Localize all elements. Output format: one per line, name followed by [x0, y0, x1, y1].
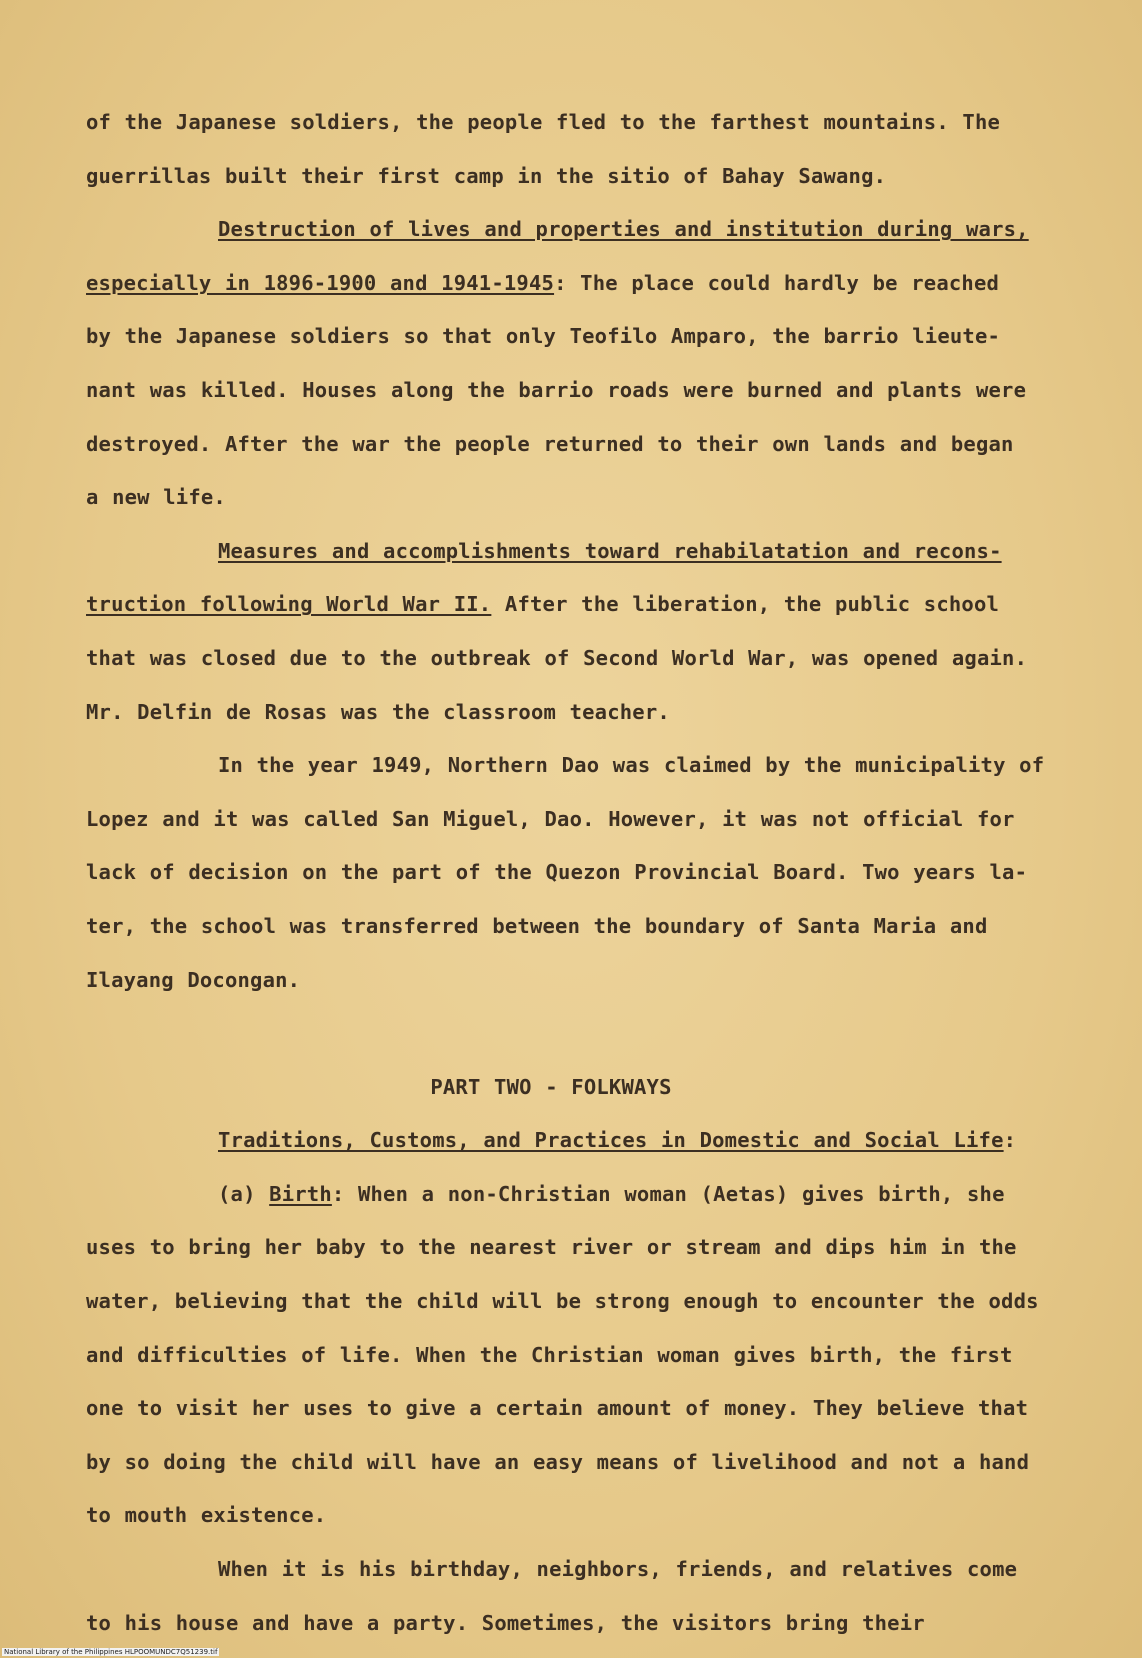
text-line: When it is his birthday, neighbors, friends, and relatives come [218, 1557, 1018, 1582]
text-line: uses to bring her baby to the nearest river or stream and dips him in the [86, 1235, 1017, 1260]
section-heading-rehabilitation: Measures and accomplishments toward rehabilatation and recons- [218, 538, 1002, 563]
text-line: one to visit her uses to give a certain amount of money. They believe that [86, 1396, 1029, 1421]
text-line: of the Japanese soldiers, the people fled to the farthest mountains. The [86, 110, 1001, 134]
text-line: by so doing the child will have an easy means of livelihood and not a hand [86, 1449, 1030, 1474]
text-line: that was closed due to the outbreak of Second World War, was opened again. [86, 645, 1028, 670]
text-line: In the year 1949, Northern Dao was claimed by the municipality of [218, 753, 1045, 778]
text-line: Mr. Delfin de Rosas was the classroom teacher. [86, 699, 670, 724]
blank-line [86, 1007, 1076, 1061]
text-line: Lopez and it was called San Miguel, Dao. However, it was not official for [86, 806, 1015, 831]
text-line: truction following World War II. After the liberation, the public school [86, 592, 1000, 617]
birth-label: Birth [269, 1181, 332, 1206]
text-line: lack of decision on the part of the Quezon Provincial Board. Two years la- [86, 860, 1028, 885]
scan-footer: National Library of the Philippines HLPOOMUNDC7Q51239.tif [4, 1648, 218, 1656]
text-line: by the Japanese soldiers so that only Teofilo Amparo, the barrio lieute- [86, 324, 1001, 349]
text-line: a new life. [86, 485, 226, 510]
page-text [86, 96, 1076, 1650]
text-line: ter, the school was transferred between the boundary of Santa Maria and [86, 913, 988, 938]
text-line: to mouth existence. [86, 1503, 327, 1528]
text-line: nant was killed. Houses along the barrio roads were burned and plants were [86, 377, 1027, 402]
section-heading-traditions: Traditions, Customs, and Practices in Domestic and Social Life: [218, 1128, 1017, 1153]
text-line: destroyed. After the war the people returned to their own lands and began [86, 431, 1014, 456]
text-line: water, believing that the child will be strong enough to encounter the odds [86, 1289, 1039, 1314]
text-line: to his house and have a party. Sometimes, the visitors bring their [86, 1610, 925, 1635]
text-line: Ilayang Docongan. [86, 967, 301, 992]
part-heading: PART TWO - FOLKWAYS [430, 1074, 672, 1099]
text-line: guerrillas built their first camp in the sitio of Bahay Sawang. [86, 163, 887, 188]
section-heading-destruction: Destruction of lives and properties and institution during wars, [218, 217, 1029, 242]
text-line: (a) Birth: When a non-Christian woman (Aetas) gives birth, she [218, 1181, 1005, 1206]
text-line: especially in 1896-1900 and 1941-1945: The place could hardly be reached [86, 270, 1000, 295]
text-line: and difficulties of life. When the Christian woman gives birth, the first [86, 1342, 1013, 1367]
